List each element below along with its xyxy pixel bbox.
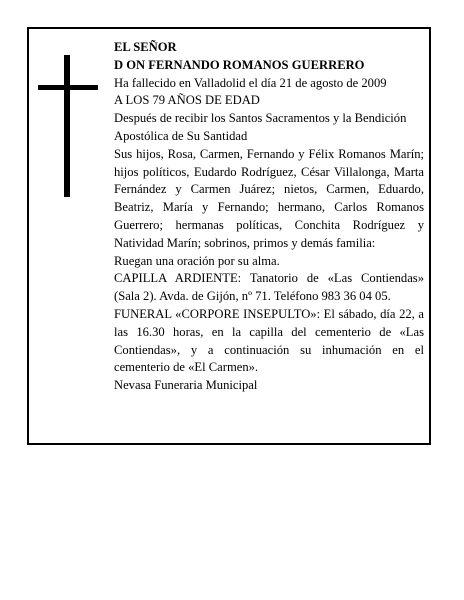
cross-horizontal-bar xyxy=(38,85,98,90)
cross-icon xyxy=(38,55,98,197)
funeral-info: FUNERAL «CORPORE INSEPULTO»: El sábado, día 22, a las 16.30 horas, en la capilla del cementerio de «Las Contiendas», y a continuación su inhumación en el cementerio de «El Carmen». xyxy=(114,306,424,375)
obituary-text xyxy=(114,39,424,395)
notice-title: EL SEÑOR xyxy=(114,40,177,54)
funeral-home: Nevasa Funeraria Municipal xyxy=(114,378,258,393)
cross-vertical-bar xyxy=(64,55,70,197)
death-announcement: Ha fallecido en Valladolid el día 21 de agosto de 2009 xyxy=(114,75,387,90)
chapel-info: CAPILLA ARDIENTE: Tanatorio de «Las Contiendas» (Sala 2). Avda. de Gijón, nº 71. Teléfono 983 36 04 05. xyxy=(114,271,424,304)
deceased-name: D ON FERNANDO ROMANOS GUERRERO xyxy=(114,57,365,72)
prayer-request: Ruegan una oración por su alma. xyxy=(114,253,280,268)
age-line: A LOS 79 AÑOS DE EDAD xyxy=(114,93,260,108)
sacraments-line: Después de recibir los Santos Sacramentos y la Bendición Apostólica de Su Santidad xyxy=(114,111,407,143)
family-list: Sus hijos, Rosa, Carmen, Fernando y Félix Romanos Marín; hijos políticos, Eudardo Rodríguez, César Villalonga, Marta Fernández y Carmen Juárez; nietos, Carmen, Eduardo, Beatriz, María y Fernando; hermano, Carlos Romanos Guerrero; hermanas políticas, Conchita Rodríguez y Natividad Marín; sobrinos, primos y demás familia: xyxy=(114,146,424,250)
